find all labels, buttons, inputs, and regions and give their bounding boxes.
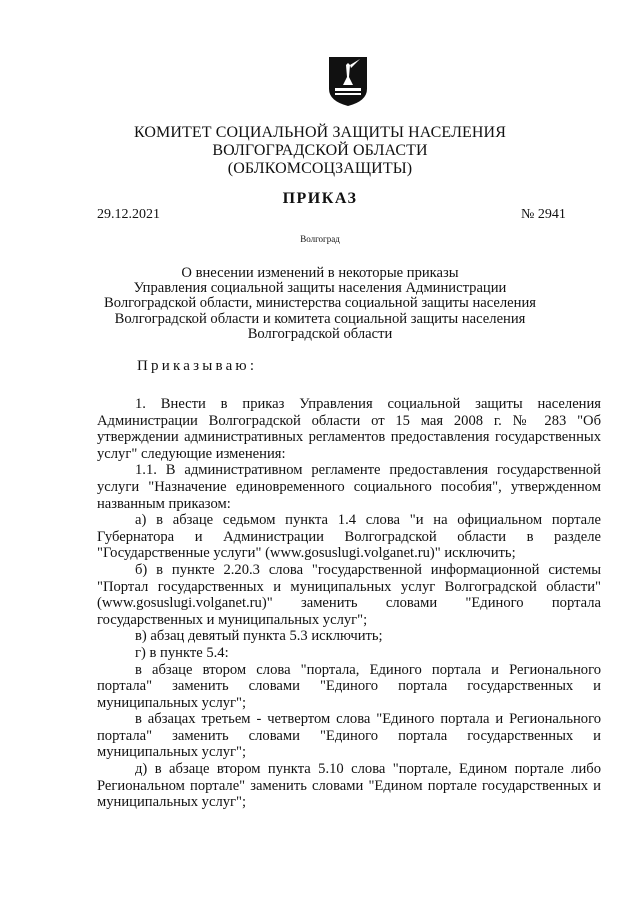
coat-of-arms-icon — [327, 55, 369, 107]
paragraph: в абзацах третьем - четвертом слова "Единого портала и Регионального портала" заменить словами "Единого портала государственных и муниципальных услуг"; — [97, 711, 601, 761]
paragraph: г) в пункте 5.4: — [135, 644, 229, 661]
paragraph: д) в абзаце втором пункта 5.10 слова "портале, Едином портале либо Региональном портале" заменить словами "Едином портале государственных и муниципальных услуг"; — [97, 761, 601, 811]
subject-line: Управления социальной защиты населения Администрации — [133, 280, 507, 297]
decree-word: Приказываю: — [137, 358, 258, 374]
subject-line: Волгоградской области, министерства социальной защиты населения — [104, 295, 536, 312]
org-line: (ОБЛКОМСОЦЗАЩИТЫ) — [227, 160, 413, 177]
document-date: 29.12.2021 — [97, 207, 160, 222]
paragraph: 1. Внести в приказ Управления социальной защиты населения Администрации Волгоградской области от 15 мая 2008 г. № 283 "Об утверждении административных регламентов предоставления государственных услуг" следующие изменения: — [97, 396, 601, 462]
document-subject — [0, 266, 640, 342]
paragraph: а) в абзаце седьмом пункта 1.4 слова "и на официальном портале Губернатора и Администрации Волгоградской области в разделе "Государственные услуги" (www.gosuslugi.volganet.ru)" исключить; — [97, 512, 601, 562]
org-line: КОМИТЕТ СОЦИАЛЬНОЙ ЗАЩИТЫ НАСЕЛЕНИЯ — [134, 124, 506, 141]
document-type: ПРИКАЗ — [282, 190, 358, 207]
subject-line: О внесении изменений в некоторые приказы — [181, 265, 459, 281]
paragraph: в абзаце втором слова "портала, Единого портала и Регионального портала" заменить словами "Единого портала государственных и муниципальных услуг"; — [97, 661, 601, 711]
document-number: № 2941 — [521, 207, 566, 222]
document-city: Волгоград — [300, 234, 340, 244]
document-body — [97, 396, 601, 811]
paragraph: б) в пункте 2.20.3 слова "государственной информационной системы "Портал государственных и муниципальных услуг Волгоградской области" (www.gosuslugi.volganet.ru)" заменить словами "Единого портала государственных и муниципальных услуг"; — [97, 561, 601, 628]
subject-line: Волгоградской области и комитета социальной защиты населения — [114, 310, 526, 327]
paragraph: 1.1. В административном регламенте предоставления государственной услуги "Назначение единовременного социального пособия", утвержденном названным приказом: — [97, 462, 601, 512]
organization-name — [0, 124, 640, 178]
subject-line: Волгоградской области — [247, 325, 393, 342]
paragraph: в) абзац девятый пункта 5.3 исключить; — [135, 628, 383, 645]
org-line: ВОЛГОГРАДСКОЙ ОБЛАСТИ — [212, 142, 428, 159]
